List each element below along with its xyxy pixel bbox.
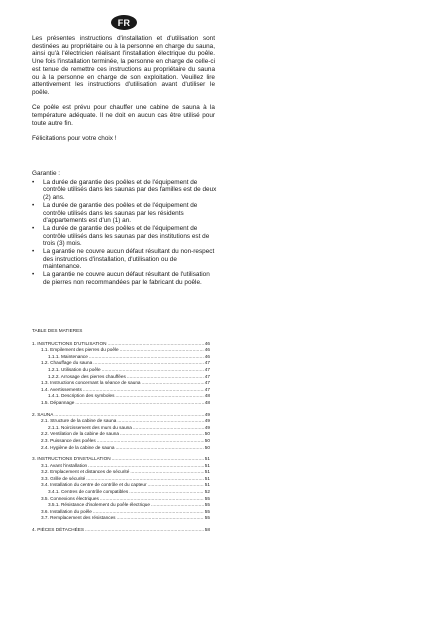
toc-entry-page: 47 bbox=[204, 373, 210, 379]
toc-entry-label: 3.7. Remplacement des résistances bbox=[41, 515, 116, 521]
toc-entry-label: 1.5. Dépannage bbox=[41, 399, 75, 405]
toc-entry bbox=[32, 380, 210, 387]
language-badge: FR bbox=[111, 15, 137, 30]
toc-entry-page: 55 bbox=[204, 508, 210, 514]
toc-entry-page: 55 bbox=[204, 502, 210, 508]
intro-text bbox=[32, 35, 215, 150]
toc-entry bbox=[32, 418, 210, 425]
toc-entry-label: 3.3. Grille de sécurité bbox=[41, 475, 86, 481]
toc-entry bbox=[32, 412, 210, 419]
warranty-section bbox=[32, 170, 217, 287]
toc-entry-label: 3.5. Connexions électriques bbox=[41, 495, 99, 501]
toc-section bbox=[32, 341, 210, 407]
warranty-title: Garantie : bbox=[32, 170, 61, 177]
toc-entry bbox=[32, 515, 210, 522]
toc-entry-label: 1.4. Avertissements bbox=[41, 386, 82, 392]
toc-leader-dots bbox=[129, 489, 204, 496]
toc-entry-page: 46 bbox=[204, 347, 210, 353]
toc-entry-page: 47 bbox=[204, 386, 210, 392]
toc-leader-dots bbox=[133, 425, 204, 432]
toc-entry bbox=[32, 456, 210, 463]
toc-entry-label: 1.3. Instructions concernant la séance de sauna bbox=[41, 380, 141, 386]
toc-leader-dots bbox=[148, 482, 204, 489]
toc-leader-dots bbox=[116, 445, 204, 452]
toc-entry bbox=[32, 400, 210, 407]
toc-leader-dots bbox=[54, 412, 203, 419]
warranty-item: • La durée de garantie des poêles et de l'équipement de contrôle utilisés dans les saunas par des institutions est de trois (3) mois. bbox=[32, 225, 217, 248]
toc-entry bbox=[32, 387, 210, 394]
warranty-item: • La durée de garantie des poêles et de l'équipement de contrôle utilisés dans les saunas par les résidents d'appartements est d'un (1) an. bbox=[32, 202, 217, 225]
intro-paragraph-2: Ce poêle est prévu pour chauffer une cabine de sauna à la température adéquate. Il ne doit en aucun cas être utilisé pour toute autre fin. bbox=[32, 104, 215, 127]
toc-entry-label: 1.2.2. Arrosage des pierres chauffées bbox=[48, 373, 126, 379]
toc-entry-page: 51 bbox=[204, 469, 210, 475]
toc-entry bbox=[32, 360, 210, 367]
toc-section bbox=[32, 456, 210, 522]
toc-entry bbox=[32, 502, 210, 509]
toc-entry-label: 1.4.1. Description des symboles bbox=[48, 393, 115, 399]
intro-paragraph-1: Les présentes instructions d'installation et d'utilisation sont destinées au propriétaire ou à la personne en charge du sauna, ainsi qu'à l'électricien réalisant l'installation électrique du poêle. Une fois l'installation terminée, la personne en charge de celle-ci est tenue de remettre ces instructions au propriétaire du sauna ou à la personne en charge de son exploitation. Veuillez lire attentivement les instructions d'utilisation avant d'utiliser le poêle. bbox=[32, 35, 215, 96]
toc-entry-label: 1.1.1. Maintenance bbox=[48, 353, 88, 359]
toc-entry-page: 50 bbox=[204, 444, 210, 450]
toc-leader-dots bbox=[112, 456, 204, 463]
toc-entry-page: 46 bbox=[204, 353, 210, 359]
toc-entry-page: 58 bbox=[204, 527, 210, 533]
toc-leader-dots bbox=[108, 341, 204, 348]
toc-entry-label: 1.2.1. Utilisation du poêle bbox=[48, 366, 101, 372]
warranty-item: • La garantie ne couvre aucun défaut résultant de l'utilisation de pierres non recommandées par le fabricant du poêle. bbox=[32, 271, 217, 286]
toc-leader-dots bbox=[93, 509, 204, 516]
toc-entry bbox=[32, 445, 210, 452]
toc-leader-dots bbox=[115, 393, 203, 400]
toc-entry-page: 50 bbox=[204, 431, 210, 437]
toc-entry-label: 3.4. Installation du centre de contrôle et du capteur bbox=[41, 482, 147, 488]
toc-entry bbox=[32, 476, 210, 483]
toc-leader-dots bbox=[86, 476, 203, 483]
toc-entry-label: 3. INSTRUCTIONS D'INSTALLATION bbox=[32, 456, 111, 462]
toc-entry-page: 47 bbox=[204, 360, 210, 366]
toc-entry-page: 46 bbox=[204, 340, 210, 346]
toc-entry-label: 1.2. Chauffage du sauna bbox=[41, 360, 93, 366]
toc-entry bbox=[32, 527, 210, 534]
toc-leader-dots bbox=[97, 438, 204, 445]
toc-title: TABLE DES MATIERES bbox=[32, 328, 83, 333]
toc-leader-dots bbox=[142, 380, 204, 387]
toc-leader-dots bbox=[120, 431, 204, 438]
toc-entry bbox=[32, 354, 210, 361]
toc-entry-label: 1.1. Empilement des pierres du poêle bbox=[41, 347, 119, 353]
toc-leader-dots bbox=[120, 347, 204, 354]
warranty-list bbox=[32, 179, 217, 287]
toc-entry-page: 48 bbox=[204, 393, 210, 399]
toc-entry bbox=[32, 367, 210, 374]
toc-entry-label: 3.6. Installation du poêle bbox=[41, 508, 92, 514]
toc-entry-page: 51 bbox=[204, 482, 210, 488]
toc-leader-dots bbox=[127, 374, 204, 381]
toc-leader-dots bbox=[93, 360, 204, 367]
intro-paragraph-3: Félicitations pour votre choix ! bbox=[32, 134, 117, 142]
toc-entry-label: 2.4. Hygiène de la cabine de sauna bbox=[41, 444, 115, 450]
toc-leader-dots bbox=[88, 463, 204, 470]
toc-leader-dots bbox=[100, 496, 204, 503]
toc-entry bbox=[32, 469, 210, 476]
toc-entry-page: 47 bbox=[204, 366, 210, 372]
toc-entry-label: 4. PIÈCES DÉTACHÉES bbox=[32, 527, 85, 533]
toc-entry-label: 2.1. Structure de la cabine de sauna bbox=[41, 418, 117, 424]
toc-entry bbox=[32, 438, 210, 445]
toc-entry-label: 1. INSTRUCTIONS D'UTILISATION bbox=[32, 340, 107, 346]
toc-entry-page: 48 bbox=[204, 399, 210, 405]
toc-entry-label: 3.1. Avant l'installation bbox=[41, 462, 88, 468]
toc-leader-dots bbox=[75, 400, 203, 407]
table-of-contents bbox=[32, 328, 210, 539]
toc-entry-page: 52 bbox=[204, 489, 210, 495]
toc-leader-dots bbox=[130, 469, 203, 476]
toc-entry-page: 49 bbox=[204, 418, 210, 424]
toc-entry bbox=[32, 463, 210, 470]
toc-section bbox=[32, 412, 210, 452]
toc-entry-label: 2. SAUNA bbox=[32, 411, 54, 417]
toc-entry-page: 55 bbox=[204, 495, 210, 501]
toc-entry bbox=[32, 509, 210, 516]
toc-entry-page: 49 bbox=[204, 424, 210, 430]
toc-entry bbox=[32, 393, 210, 400]
toc-entry bbox=[32, 496, 210, 503]
toc-entry bbox=[32, 431, 210, 438]
toc-entry bbox=[32, 425, 210, 432]
toc-leader-dots bbox=[151, 502, 204, 509]
toc-body bbox=[32, 341, 210, 534]
toc-section bbox=[32, 527, 210, 534]
toc-leader-dots bbox=[117, 418, 203, 425]
toc-leader-dots bbox=[89, 354, 204, 361]
toc-leader-dots bbox=[83, 387, 204, 394]
toc-entry-page: 51 bbox=[204, 475, 210, 481]
toc-entry-label: 3.4.1. Centres de contrôle compatibles bbox=[48, 489, 129, 495]
toc-entry-label: 3.5.1. Résistance d'isolement du poêle électrique bbox=[48, 502, 150, 508]
toc-entry bbox=[32, 482, 210, 489]
toc-entry-label: 3.2. Emplacement et distances de sécurité bbox=[41, 469, 130, 475]
toc-leader-dots bbox=[117, 515, 204, 522]
toc-entry-label: 2.3. Puissance des poêles bbox=[41, 437, 96, 443]
toc-entry-page: 50 bbox=[204, 437, 210, 443]
toc-entry-page: 55 bbox=[204, 515, 210, 521]
toc-leader-dots bbox=[85, 527, 204, 534]
toc-entry bbox=[32, 489, 210, 496]
warranty-item: • La garantie ne couvre aucun défaut résultant du non-respect des instructions d'installation, d'utilisation ou de maintenance. bbox=[32, 248, 217, 271]
toc-entry-page: 51 bbox=[204, 462, 210, 468]
toc-entry-page: 47 bbox=[204, 380, 210, 386]
toc-entry-page: 51 bbox=[204, 456, 210, 462]
toc-entry-label: 2.2. Ventilation de la cabine de sauna bbox=[41, 431, 119, 437]
toc-entry bbox=[32, 347, 210, 354]
toc-leader-dots bbox=[102, 367, 204, 374]
toc-entry-label: 2.1.1. Noircissement des murs du sauna bbox=[48, 424, 132, 430]
warranty-item: • La durée de garantie des poêles et de l'équipement de contrôle utilisés dans les saunas par des familles est de deux (2) ans. bbox=[32, 179, 217, 202]
toc-entry bbox=[32, 374, 210, 381]
toc-entry-page: 49 bbox=[204, 411, 210, 417]
toc-entry bbox=[32, 341, 210, 348]
